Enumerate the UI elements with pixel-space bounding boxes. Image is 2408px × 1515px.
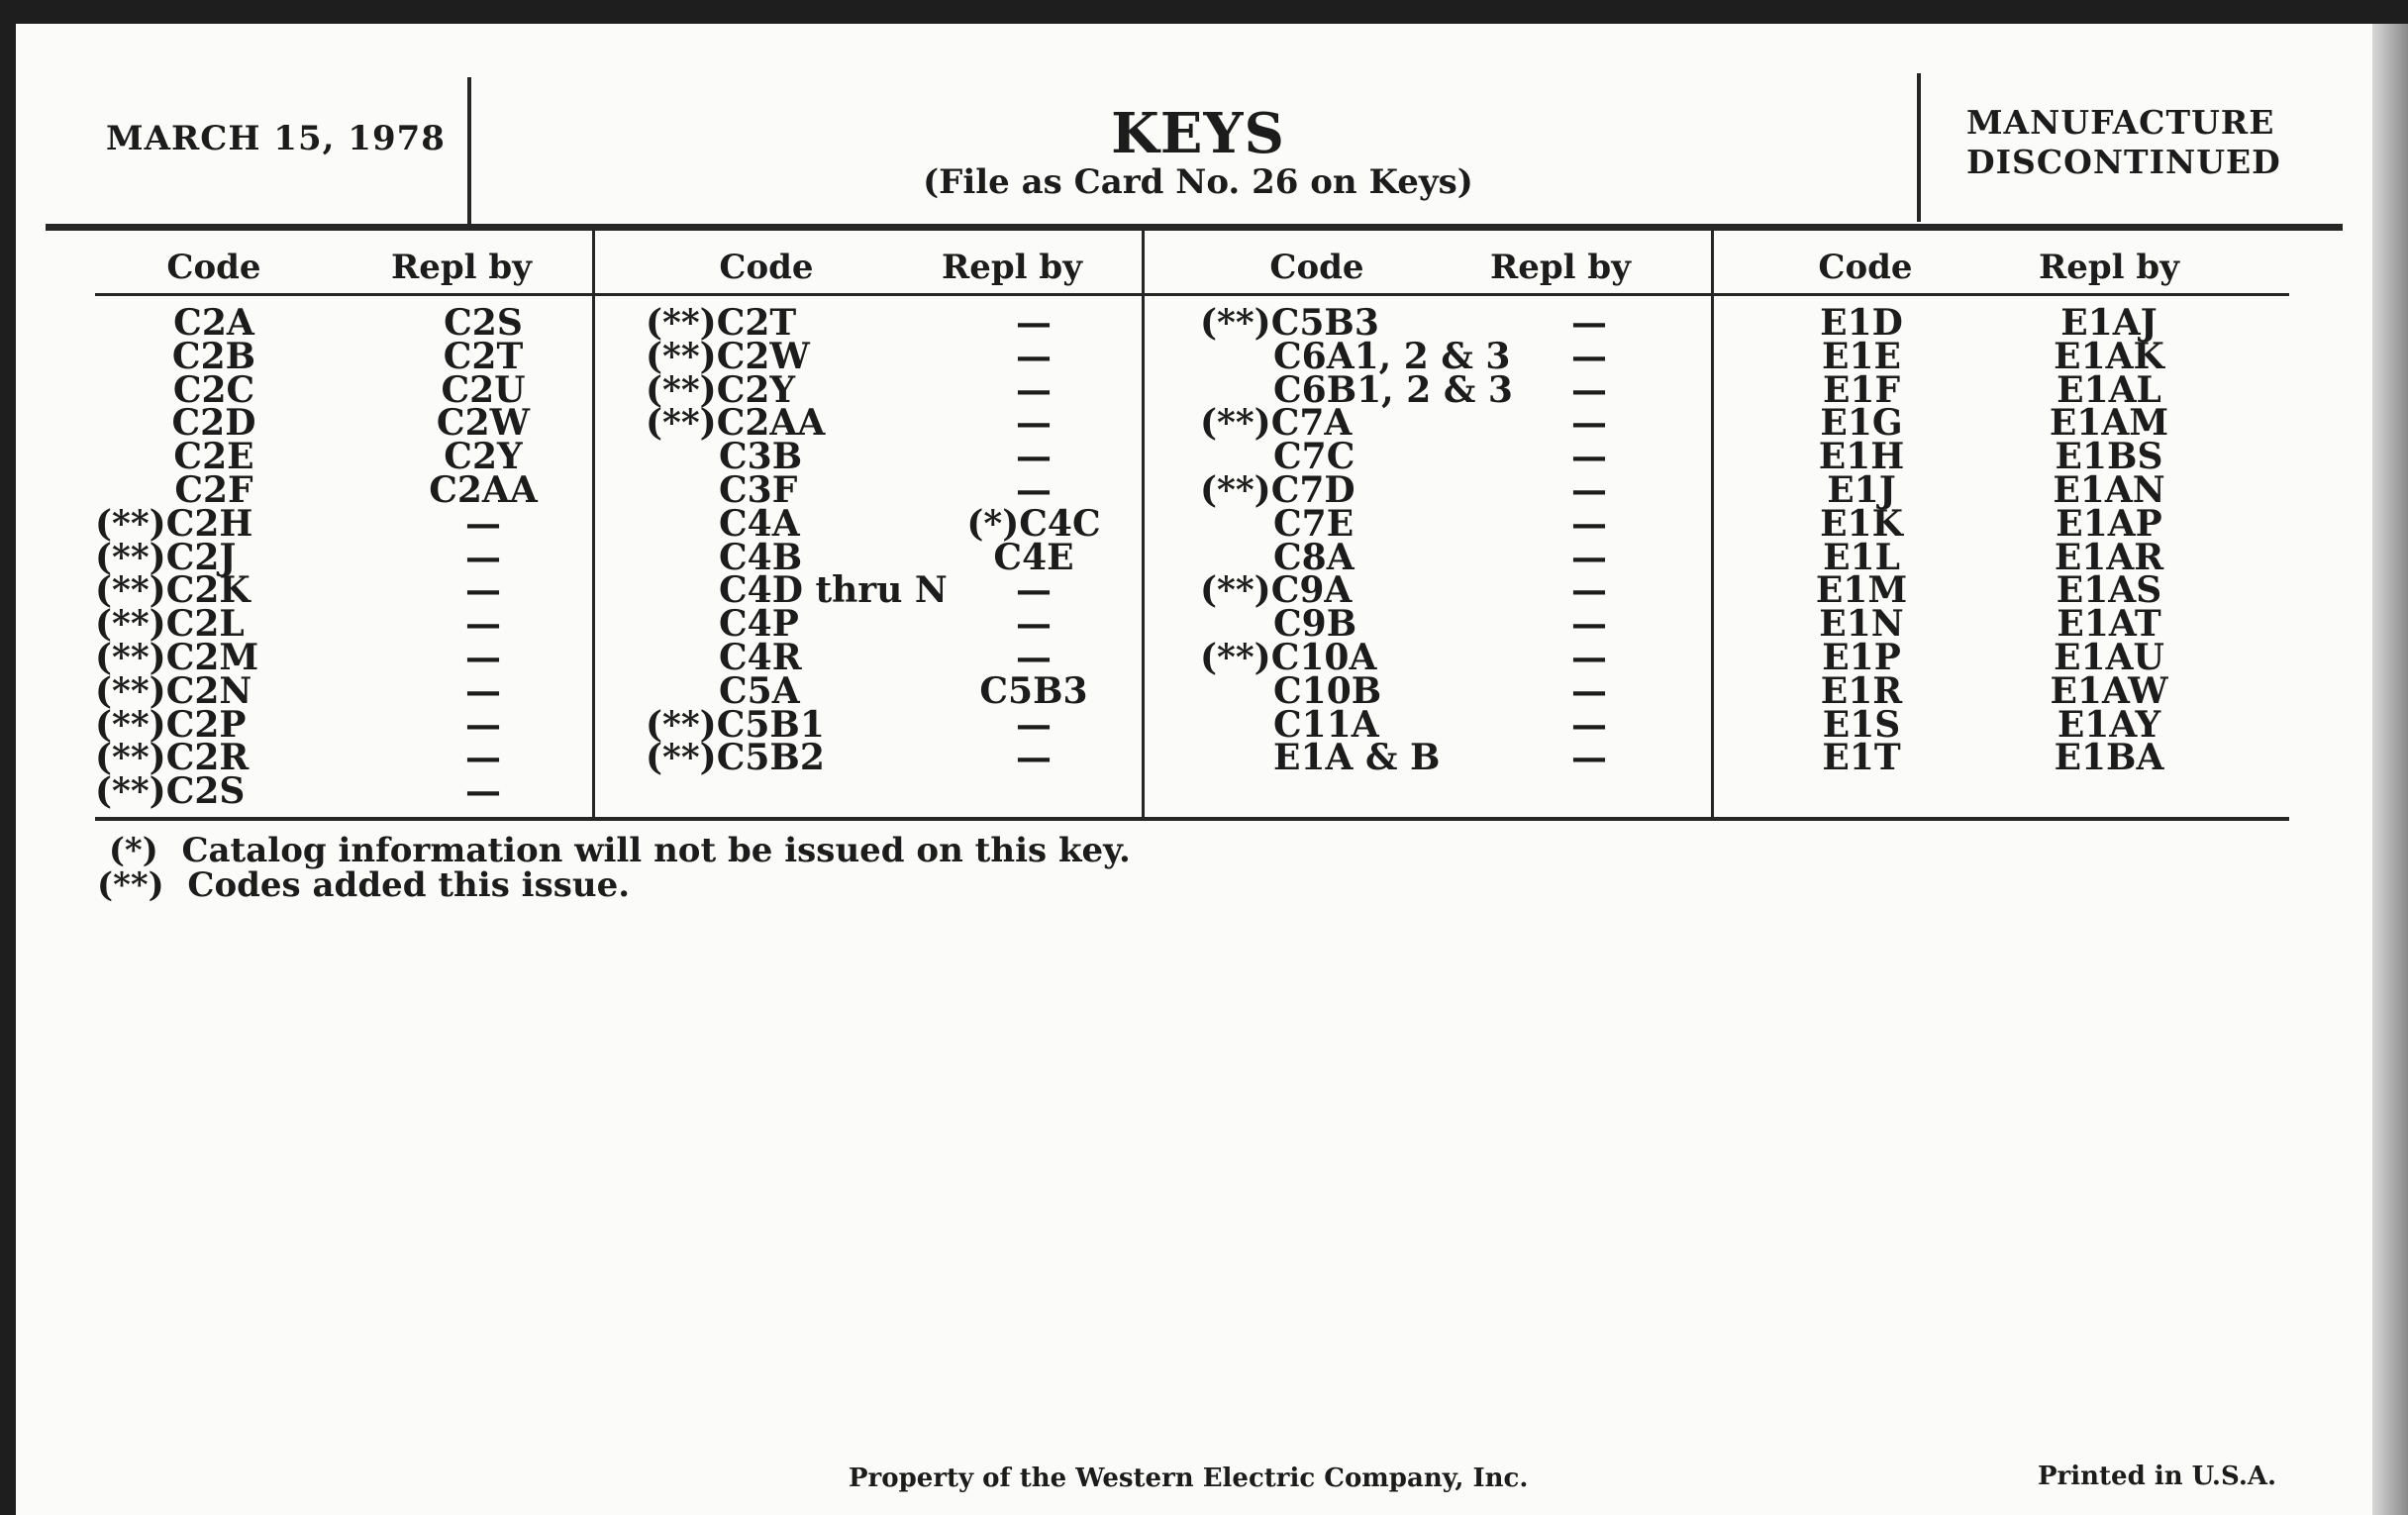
repl-cell: C2U bbox=[441, 368, 526, 411]
code-cell: (**)C2AA bbox=[646, 402, 826, 445]
repl-cell: — bbox=[1571, 569, 1607, 612]
code-cell: (**)C2M bbox=[95, 636, 259, 678]
code-cell: E1S bbox=[1822, 703, 1901, 746]
repl-cell: — bbox=[1571, 502, 1607, 545]
repl-cell: E1AL bbox=[2057, 368, 2161, 411]
code-cell: (**)C9A bbox=[1200, 569, 1353, 612]
code-cell: C4D thru N bbox=[719, 569, 948, 612]
code-cell: (**)C2L bbox=[95, 603, 245, 646]
code-cell: E1A & B bbox=[1273, 737, 1441, 779]
code-cell: C9B bbox=[1273, 603, 1357, 646]
code-cell: (**)C2Y bbox=[646, 368, 796, 411]
code-cell: (**)C2R bbox=[95, 737, 250, 779]
repl-cell: — bbox=[465, 603, 501, 646]
code-cell: E1P bbox=[1822, 636, 1901, 678]
repl-cell: C2W bbox=[436, 402, 531, 445]
repl-cell: — bbox=[465, 669, 501, 712]
col3-repl-header: Repl by bbox=[1490, 248, 1631, 287]
column-header-rule bbox=[95, 293, 2289, 296]
code-cell: C5A bbox=[719, 669, 800, 712]
code-cell: (**)C2K bbox=[95, 569, 251, 612]
repl-cell: E1AS bbox=[2056, 569, 2162, 612]
col1-repl bbox=[396, 302, 570, 813]
repl-cell: — bbox=[1016, 402, 1052, 445]
repl-cell: — bbox=[465, 737, 501, 779]
footer-ownership: Property of the Western Electric Company, Inc. bbox=[849, 1464, 1529, 1493]
repl-cell: — bbox=[1016, 436, 1052, 478]
code-cell: C6A1, 2 & 3 bbox=[1273, 335, 1511, 377]
code-cell: (**)C2T bbox=[646, 302, 797, 344]
card-edge bbox=[2372, 24, 2408, 1515]
code-cell: C11A bbox=[1273, 703, 1379, 746]
repl-cell: — bbox=[1571, 737, 1607, 779]
repl-cell: — bbox=[465, 536, 501, 578]
repl-cell: E1AM bbox=[2049, 402, 2169, 445]
page-subtitle: (File as Card No. 26 on Keys) bbox=[923, 162, 1473, 202]
repl-cell: — bbox=[465, 569, 501, 612]
code-cell: C2B bbox=[171, 335, 256, 377]
code-cell: E1G bbox=[1820, 402, 1903, 445]
repl-cell: E1BS bbox=[2055, 436, 2163, 478]
repl-cell: — bbox=[465, 703, 501, 746]
repl-cell: E1AR bbox=[2054, 536, 2164, 578]
repl-cell: — bbox=[1571, 402, 1607, 445]
code-cell: (**)C2N bbox=[95, 669, 252, 712]
code-cell: (**)C7D bbox=[1200, 468, 1355, 511]
footnotes bbox=[97, 831, 1131, 905]
footnote-single-asterisk: (*) Catalog information will not be issued on this key. bbox=[97, 831, 1131, 870]
repl-cell: — bbox=[1571, 703, 1607, 746]
code-cell: (**)C2S bbox=[95, 770, 246, 813]
status-label bbox=[1966, 103, 2313, 182]
repl-cell: — bbox=[1016, 468, 1052, 511]
col3-code-header: Code bbox=[1269, 248, 1364, 287]
footnote-double-asterisk: (**) Codes added this issue. bbox=[97, 865, 631, 905]
code-cell: C2F bbox=[174, 468, 253, 511]
code-cell: (**)C7A bbox=[1200, 402, 1353, 445]
table-bottom-rule bbox=[95, 817, 2289, 821]
code-cell: C2D bbox=[171, 402, 256, 445]
col3-repl bbox=[1525, 302, 1654, 779]
repl-cell: — bbox=[1571, 302, 1607, 344]
repl-cell: E1AP bbox=[2056, 502, 2162, 545]
repl-cell: — bbox=[1571, 536, 1607, 578]
repl-cell: — bbox=[1571, 468, 1607, 511]
repl-cell: — bbox=[1016, 302, 1052, 344]
repl-cell: C2T bbox=[443, 335, 524, 377]
col2-codes bbox=[646, 302, 948, 779]
col2-repl bbox=[935, 302, 1133, 779]
code-cell: E1E bbox=[1822, 335, 1901, 377]
status-line-2: DISCONTINUED bbox=[1966, 143, 2281, 181]
repl-cell: — bbox=[465, 502, 501, 545]
table-divider-2 bbox=[1142, 230, 1145, 820]
repl-cell: C2S bbox=[444, 302, 523, 344]
repl-cell: C5B3 bbox=[979, 669, 1088, 712]
repl-cell: E1AW bbox=[2050, 669, 2168, 712]
col2-repl-header: Repl by bbox=[942, 248, 1082, 287]
code-cell: (**)C2J bbox=[95, 536, 237, 578]
repl-cell: — bbox=[1571, 436, 1607, 478]
code-cell: C3F bbox=[719, 468, 798, 511]
header-divider-left bbox=[467, 77, 471, 226]
code-cell: E1K bbox=[1820, 502, 1903, 545]
repl-cell: E1AJ bbox=[2060, 302, 2157, 344]
code-cell: C7E bbox=[1273, 502, 1354, 545]
repl-cell: E1AN bbox=[2053, 468, 2165, 511]
repl-cell: E1AU bbox=[2054, 636, 2164, 678]
repl-cell: C4E bbox=[993, 536, 1074, 578]
repl-cell: — bbox=[1016, 603, 1052, 646]
code-cell: C7C bbox=[1273, 436, 1355, 478]
repl-cell: — bbox=[1016, 368, 1052, 411]
col4-repl bbox=[2020, 302, 2198, 779]
repl-cell: — bbox=[1571, 636, 1607, 678]
code-cell: C10B bbox=[1273, 669, 1382, 712]
repl-cell: — bbox=[1016, 335, 1052, 377]
code-cell: C4P bbox=[719, 603, 799, 646]
code-cell: C8A bbox=[1273, 536, 1354, 578]
col2-code-header: Code bbox=[719, 248, 814, 287]
code-cell: C4R bbox=[719, 636, 802, 678]
col1-code-header: Code bbox=[166, 248, 261, 287]
code-cell: E1D bbox=[1820, 302, 1903, 344]
code-cell: E1M bbox=[1815, 569, 1908, 612]
repl-cell: — bbox=[1016, 636, 1052, 678]
repl-cell: E1AT bbox=[2057, 603, 2161, 646]
repl-cell: E1BA bbox=[2054, 737, 2164, 779]
footer-printed: Printed in U.S.A. bbox=[2038, 1462, 2277, 1491]
repl-cell: — bbox=[1016, 569, 1052, 612]
code-cell: C2C bbox=[172, 368, 255, 411]
code-cell: C4B bbox=[719, 536, 803, 578]
header-divider-right bbox=[1917, 73, 1921, 222]
code-cell: E1F bbox=[1822, 368, 1901, 411]
repl-cell: — bbox=[465, 636, 501, 678]
repl-cell: E1AY bbox=[2057, 703, 2161, 746]
repl-cell: — bbox=[1571, 335, 1607, 377]
col4-repl-header: Repl by bbox=[2039, 248, 2179, 287]
repl-cell: — bbox=[1016, 703, 1052, 746]
code-cell: E1R bbox=[1820, 669, 1903, 712]
code-cell: E1T bbox=[1822, 737, 1901, 779]
col1-repl-header: Repl by bbox=[391, 248, 532, 287]
code-cell: E1J bbox=[1827, 468, 1896, 511]
col4-codes bbox=[1782, 302, 1941, 779]
code-cell: (**)C5B2 bbox=[646, 737, 825, 779]
col3-codes bbox=[1200, 302, 1513, 779]
code-cell: C2E bbox=[173, 436, 254, 478]
repl-cell: — bbox=[1571, 603, 1607, 646]
code-cell: E1H bbox=[1818, 436, 1905, 478]
code-cell: (**)C2H bbox=[95, 502, 253, 545]
table-divider-3 bbox=[1711, 230, 1714, 820]
code-cell: E1N bbox=[1819, 603, 1904, 646]
repl-cell: (*)C4C bbox=[966, 502, 1101, 545]
repl-cell: — bbox=[1571, 368, 1607, 411]
col4-code-header: Code bbox=[1818, 248, 1913, 287]
code-cell: C6B1, 2 & 3 bbox=[1273, 368, 1513, 411]
issue-date: MARCH 15, 1978 bbox=[106, 119, 446, 158]
repl-cell: C2AA bbox=[429, 468, 538, 511]
page-title: KEYS bbox=[1111, 101, 1285, 166]
code-cell: E1L bbox=[1823, 536, 1900, 578]
col1-codes bbox=[95, 302, 333, 813]
code-cell: (**)C5B1 bbox=[646, 703, 825, 746]
code-cell: C4A bbox=[719, 502, 800, 545]
code-cell: C2A bbox=[173, 302, 254, 344]
repl-cell: — bbox=[1016, 737, 1052, 779]
table-divider-1 bbox=[592, 230, 595, 820]
status-line-1: MANUFACTURE bbox=[1966, 103, 2275, 142]
code-cell: (**)C5B3 bbox=[1200, 302, 1379, 344]
code-cell: (**)C10A bbox=[1200, 636, 1377, 678]
repl-cell: — bbox=[465, 770, 501, 813]
code-cell: (**)C2P bbox=[95, 703, 247, 746]
repl-cell: C2Y bbox=[444, 436, 523, 478]
header-rule bbox=[46, 224, 2343, 231]
code-cell: C3B bbox=[719, 436, 803, 478]
code-cell: (**)C2W bbox=[646, 335, 810, 377]
repl-cell: E1AK bbox=[2054, 335, 2164, 377]
repl-cell: — bbox=[1571, 669, 1607, 712]
catalog-card bbox=[16, 24, 2372, 1515]
